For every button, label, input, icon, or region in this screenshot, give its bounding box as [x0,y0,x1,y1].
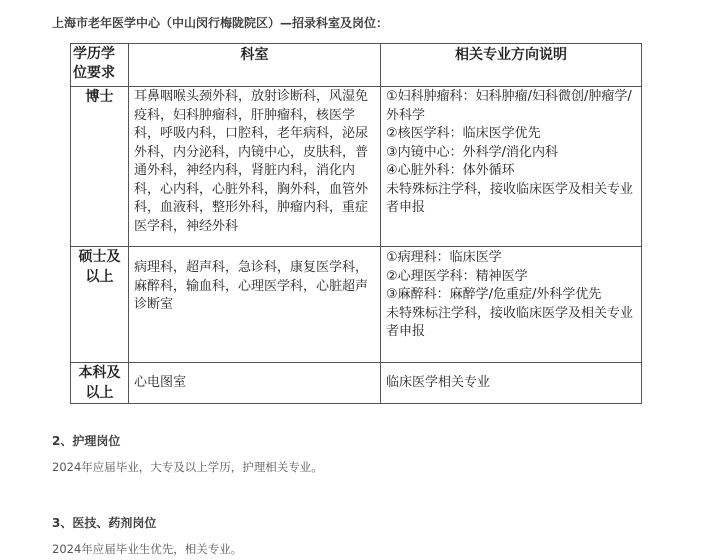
note-line: 临床医学相关专业 [386,374,491,390]
education-cell: 博士 [71,87,129,247]
department-cell: 心电图室 [129,363,381,404]
table-header-row [71,44,642,87]
section-title-nursing: 2、护理岗位 [52,434,121,448]
note-line: ②核医学科：临床医学优先 [386,126,541,141]
table-row [71,247,642,363]
note-line: 未特殊标注学科，接收临床医学及相关专业者申报 [386,181,634,215]
page-heading: 上海市老年医学中心（中山闵行梅陇院区）—招录科室及岗位： [52,16,389,30]
department-cell: 病理科，超声科，急诊科，康复医学科，麻醉科，输血科，心理医学科，心脏超声诊断室 [129,247,381,363]
education-cell: 硕士及以上 [71,247,129,363]
note-line: ④心脏外科：体外循环 [386,163,515,178]
note-line: 未特殊标注学科，接收临床医学及相关专业者申报 [386,305,634,339]
header-department: 科室 [129,44,381,87]
education-cell: 本科及以上 [71,363,129,404]
note-line: ③麻醉科：麻醉学/危重症/外科学优先 [386,287,602,302]
section-body-medtech: 2024年应届毕业生优先，相关专业。 [52,542,243,556]
notes-cell [381,247,642,363]
notes-cell [381,363,642,404]
notes-cell [381,87,642,247]
table-row [71,87,642,247]
note-line: ③内镜中心：外科学/消化内科 [386,144,559,160]
header-education: 学历学位要求 [71,44,129,87]
department-cell: 耳鼻咽喉头颈外科，放射诊断科，风湿免疫科，妇科肿瘤科，肝肿瘤科，核医学科，呼吸内科，口腔科，老年病科，泌尿外科，内分泌科，内镜中心，皮肤科，普通外科，神经内科，肾脏内科，消化内科，心内科，心脏外科，胸外科，血管外科，血液科，整形外科，肿瘤内科，重症医学科，神经外科 [129,87,381,247]
note-line: ①病理科：临床医学 [386,250,502,265]
header-notes: 相关专业方向说明 [381,44,642,87]
recruitment-table [70,43,642,404]
table-row [71,363,642,404]
section-body-nursing: 2024年应届毕业，大专及以上学历，护理相关专业。 [52,460,323,474]
note-line: ②心理医学科：精神医学 [386,268,528,284]
note-line: ①妇科肿瘤科：妇科肿瘤/妇科微创/肿瘤学/外科学 [386,89,632,123]
section-title-medtech: 3、医技、药剂岗位 [52,516,157,530]
